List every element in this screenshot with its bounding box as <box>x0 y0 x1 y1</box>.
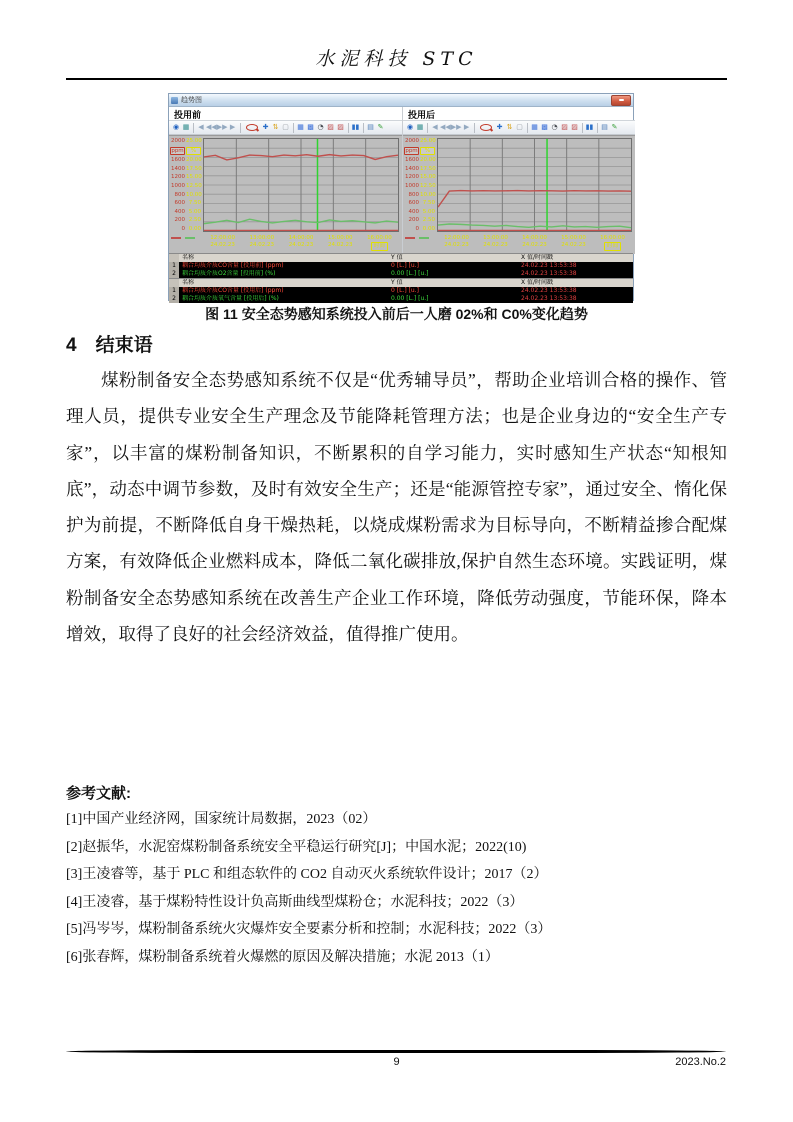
axis-tick: 10.00 <box>420 191 436 198</box>
toolbar-separator <box>597 123 598 133</box>
toolbar-separator <box>293 123 294 133</box>
column-header: Y 值 <box>391 254 403 261</box>
panel-after <box>402 107 635 253</box>
signal-y-value: 0.00 [L.] [u.] <box>391 270 429 277</box>
axis-tick: 2000 <box>405 138 419 144</box>
x-axis-tick: 16:00:00 时间 <box>367 235 392 249</box>
x-axis-tick: 12:00:00 24.02.23 <box>210 235 235 248</box>
y-axis-ppm-before <box>170 138 185 232</box>
axis-tick: 0.00 <box>422 225 435 232</box>
axis-tick: 1200 <box>405 174 419 181</box>
axis-tick: 5.00 <box>422 208 435 215</box>
axis-tick: 2.50 <box>422 217 435 224</box>
curve-import-icon[interactable]: ▨ <box>571 123 578 131</box>
signal-y-value: 0 [L.] [u.] <box>391 262 419 269</box>
close-button[interactable] <box>611 95 631 106</box>
axis-tick: 1200 <box>171 174 185 181</box>
first-record-icon[interactable]: ◀ <box>198 123 204 131</box>
body-paragraph: 煤粉制备安全态势感知系统不仅是“优秀辅导员”，帮助企业培训合格的操作、管理人员，提供专业安全生产理念及节能降耗管理方法；也是企业身边的“安全生产专家”，以丰富的煤粉制备知识，不断累积的自学习能力，实时感知生产状态“知根知底”，动态中调节参数，及时有效安全生产；还是“能源管控专家”，通过安全、惰化保护为前提，不断降低自身干燥热耗，以烧成煤粉需求为目标导向，不断精益掺合配煤方案，有效降低企业燃料成本，降低二氧化碳排放,保护自然生态环境。实践证明，煤粉制备安全态势感知系统在改善生产企业工作环境，降低劳动强度，节能环保，降本增效，取得了良好的社会经济效益，值得推广使用。 <box>66 370 727 645</box>
row-number-header <box>169 254 179 262</box>
grid-view-icon[interactable]: ▦ <box>531 123 538 131</box>
close-icon <box>619 99 624 101</box>
x-axis-tick: 16:00:00 时间 <box>600 235 625 249</box>
pan-icon[interactable]: ✚ <box>496 123 503 131</box>
row-number: 1 <box>169 262 179 270</box>
axis-unit-label: % <box>420 147 435 155</box>
copy-icon[interactable]: ▢ <box>516 123 523 131</box>
tile-view-icon[interactable]: ▩ <box>307 123 314 131</box>
x-axis-labels-before <box>203 235 399 252</box>
axis-tick: 17.50 <box>186 165 202 172</box>
signal-table-after <box>169 278 633 303</box>
toolbar-separator <box>474 123 475 133</box>
panel-before-label: 投用前 <box>174 111 202 121</box>
x-axis-tick: 14:00:00 24.02.23 <box>522 235 547 248</box>
curve-export-icon[interactable]: ▨ <box>561 123 568 131</box>
pan-icon[interactable]: ✚ <box>262 123 269 131</box>
tile-view-icon[interactable]: ▩ <box>541 123 548 131</box>
references-list <box>66 806 716 971</box>
signal-name: 耦合均质介质CO含量 [投用后] (ppm) <box>182 287 284 294</box>
signal-row[interactable] <box>169 295 633 303</box>
axis-tick: 1400 <box>171 165 185 172</box>
y-axis-ppm-after <box>404 138 419 232</box>
row-number: 1 <box>169 287 179 295</box>
journal-header: 水泥科技 STC <box>315 48 478 70</box>
toolbar-separator <box>427 123 428 133</box>
window-body <box>169 107 633 300</box>
axis-tick: 800 <box>408 191 419 198</box>
trend-chart-window <box>168 93 634 301</box>
legend-swatch <box>405 237 415 239</box>
legend-swatch <box>185 237 195 239</box>
row-number: 2 <box>169 270 179 278</box>
references-title: 参考文献: <box>66 785 131 802</box>
fast-forward-icon[interactable]: ▶▶ <box>216 123 228 131</box>
time-range-icon[interactable]: ◔ <box>551 123 558 131</box>
axis-tick: 2000 <box>171 138 185 144</box>
signal-timestamp: 24.02.23 13:53:38 <box>521 287 577 294</box>
column-header: X 值/时间戳 <box>521 254 554 261</box>
toolbar-before <box>169 120 402 135</box>
signal-timestamp: 24.02.23 13:53:38 <box>521 295 577 302</box>
fast-back-icon[interactable]: ◀◀ <box>206 123 217 131</box>
axis-tick: 200 <box>408 217 419 224</box>
x-axis-tick: 15:00:00 24.02.23 <box>327 235 353 248</box>
grid-view-icon[interactable]: ▦ <box>297 123 304 131</box>
row-number-header <box>169 279 179 287</box>
pause-icon[interactable]: ▮▮ <box>351 123 360 131</box>
reference-item: [5]冯岑岑，煤粉制备系统火灾爆炸安全要素分析和控制；水泥科技；2022（3） <box>66 922 552 937</box>
signal-name: 耦合均质介质氧气含量 [投用后] (%) <box>182 295 279 302</box>
panel-before <box>169 107 402 253</box>
last-record-icon[interactable]: ▶ <box>229 123 236 131</box>
reference-item: [6]张春辉，煤粉制备系统着火爆燃的原因及解决措施；水泥 2013（1） <box>66 949 499 965</box>
axis-tick: 5.00 <box>188 208 201 215</box>
section-heading: 4 结束语 <box>66 335 153 356</box>
footer-rule <box>66 1050 726 1053</box>
legend-swatch <box>419 237 429 239</box>
signal-y-value: 0.00 [L.] [u.] <box>391 295 429 302</box>
signal-row[interactable] <box>169 287 633 295</box>
axis-tick: 200 <box>174 217 185 224</box>
axis-tick: 1400 <box>405 165 419 172</box>
reference-item: [4]王凌睿，基于煤粉特性设计负高斯曲线型煤粉仓；水泥科技；2022（3） <box>66 894 524 910</box>
signal-row[interactable] <box>169 270 633 278</box>
toolbar-separator <box>582 123 583 133</box>
copy-icon[interactable]: ▢ <box>282 123 289 131</box>
edit-icon[interactable]: ✎ <box>377 123 384 131</box>
toolbar-separator <box>527 123 528 133</box>
signal-table-before <box>169 253 633 278</box>
axis-unit-label: ppm <box>171 147 184 154</box>
axis-tick: 400 <box>174 208 185 215</box>
legend-swatches-after <box>405 237 435 239</box>
ruler-icon[interactable]: ⇅ <box>272 123 279 131</box>
header-rule <box>66 78 727 80</box>
axis-tick: 600 <box>174 200 185 207</box>
curve-export-icon[interactable]: ▨ <box>327 123 334 131</box>
column-header: 名称 <box>182 254 195 261</box>
axis-tick: 1000 <box>171 182 185 189</box>
help-icon[interactable]: ◉ <box>172 123 180 131</box>
ruler-icon[interactable]: ⇅ <box>506 123 513 131</box>
axis-tick: 25.00 <box>420 138 436 144</box>
zoom-icon[interactable] <box>246 124 258 131</box>
axis-tick: 800 <box>174 191 185 198</box>
column-header: X 值/时间戳 <box>521 279 554 286</box>
toolbar-separator <box>363 123 364 133</box>
axis-tick: 7.50 <box>422 200 435 207</box>
axis-tick: 1600 <box>171 157 185 164</box>
axis-tick: 17.50 <box>420 165 436 172</box>
first-record-icon[interactable]: ◀ <box>432 123 438 131</box>
report-icon[interactable]: ▦ <box>416 123 424 131</box>
signal-timestamp: 24.02.23 13:53:38 <box>521 270 577 277</box>
axis-tick: 600 <box>408 200 419 207</box>
window-titlebar <box>169 94 633 107</box>
axis-tick: 0 <box>181 225 185 232</box>
x-axis-tick: 15:00:00 24.02.23 <box>561 235 586 248</box>
reference-item: [3]王凌睿等，基于 PLC 和组态软件的 CO2 自动灭火系统软件设计；2017（2） <box>66 867 548 882</box>
print-icon[interactable]: ▤ <box>367 123 374 131</box>
trend-plot-before[interactable] <box>203 138 399 232</box>
fast-forward-icon[interactable]: ▶▶ <box>450 123 462 131</box>
axis-tick: 12.50 <box>420 182 436 189</box>
column-header: 名称 <box>182 279 195 286</box>
x-axis-tick: 12:00:00 24.02.23 <box>444 235 469 248</box>
fast-back-icon[interactable]: ◀◀ <box>440 123 451 131</box>
row-number: 2 <box>169 295 179 303</box>
legend-swatches-before <box>171 237 201 239</box>
axis-tick: 20.00 <box>420 157 436 164</box>
x-axis-tick: 13:00:00 24.02.23 <box>483 235 508 248</box>
toolbar-separator <box>348 123 349 133</box>
axis-tick: 2.50 <box>188 217 201 224</box>
signal-name: 耦合均质介质O2含量 [投用前] (%) <box>182 270 276 277</box>
axis-tick: 1000 <box>405 182 419 189</box>
axis-tick: 0.00 <box>188 225 201 232</box>
y-axis-percent-after <box>420 138 435 232</box>
y-axis-percent-before <box>186 138 201 232</box>
toolbar-after <box>403 120 635 135</box>
column-header: Y 值 <box>391 279 403 286</box>
x-axis-tick: 13:00:00 24.02.23 <box>249 235 275 248</box>
x-axis-tick: 14:00:00 24.02.23 <box>288 235 314 248</box>
print-icon[interactable]: ▤ <box>601 123 608 131</box>
signal-y-value: 0 [L.] [u.] <box>391 287 419 294</box>
issue-label: 2023.No.2 <box>675 1056 726 1068</box>
chart-region-after <box>403 135 635 254</box>
axis-tick: 7.50 <box>188 200 201 207</box>
report-icon[interactable]: ▦ <box>182 123 190 131</box>
axis-tick: 15.00 <box>420 174 436 181</box>
axis-tick: 0 <box>415 225 419 232</box>
help-icon[interactable]: ◉ <box>406 123 414 131</box>
signal-row[interactable] <box>169 262 633 270</box>
axis-unit-label: ppm <box>405 147 418 154</box>
window-title: 趋势图 <box>181 96 202 104</box>
x-axis-labels-after <box>437 235 632 252</box>
axis-tick: 20.00 <box>186 157 202 164</box>
page-number: 9 <box>393 1056 400 1068</box>
figure-caption: 图 11 安全态势感知系统投入前后一人磨 02%和 C0%变化趋势 <box>205 306 588 322</box>
legend-swatch <box>171 237 181 239</box>
panel-after-label: 投用后 <box>408 111 436 121</box>
signal-tables <box>169 253 633 303</box>
curve-import-icon[interactable]: ▨ <box>337 123 344 131</box>
axis-tick: 10.00 <box>186 191 202 198</box>
zoom-icon[interactable] <box>480 124 492 131</box>
toolbar-separator <box>240 123 241 133</box>
last-record-icon[interactable]: ▶ <box>463 123 470 131</box>
pause-icon[interactable]: ▮▮ <box>585 123 594 131</box>
chart-region-before <box>169 135 402 254</box>
axis-tick: 400 <box>408 208 419 215</box>
axis-tick: 15.00 <box>186 174 202 181</box>
toolbar-separator <box>193 123 194 133</box>
trend-plot-after[interactable] <box>437 138 632 232</box>
signal-timestamp: 24.02.23 13:53:38 <box>521 262 577 269</box>
axis-tick: 1600 <box>405 157 419 164</box>
axis-tick: 12.50 <box>186 182 202 189</box>
reference-item: [1]中国产业经济网，国家统计局数据，2023（02） <box>66 812 377 827</box>
axis-unit-label: % <box>186 147 201 155</box>
edit-icon[interactable]: ✎ <box>611 123 618 131</box>
time-range-icon[interactable]: ◔ <box>317 123 324 131</box>
signal-name: 耦合均质介质CO含量 [投用前] (ppm) <box>182 262 284 269</box>
reference-item: [2]赵振华，水泥窑煤粉制备系统安全平稳运行研究[J]；中国水泥；2022(10) <box>66 839 527 855</box>
axis-tick: 25.00 <box>186 138 202 144</box>
window-app-icon <box>171 97 178 104</box>
